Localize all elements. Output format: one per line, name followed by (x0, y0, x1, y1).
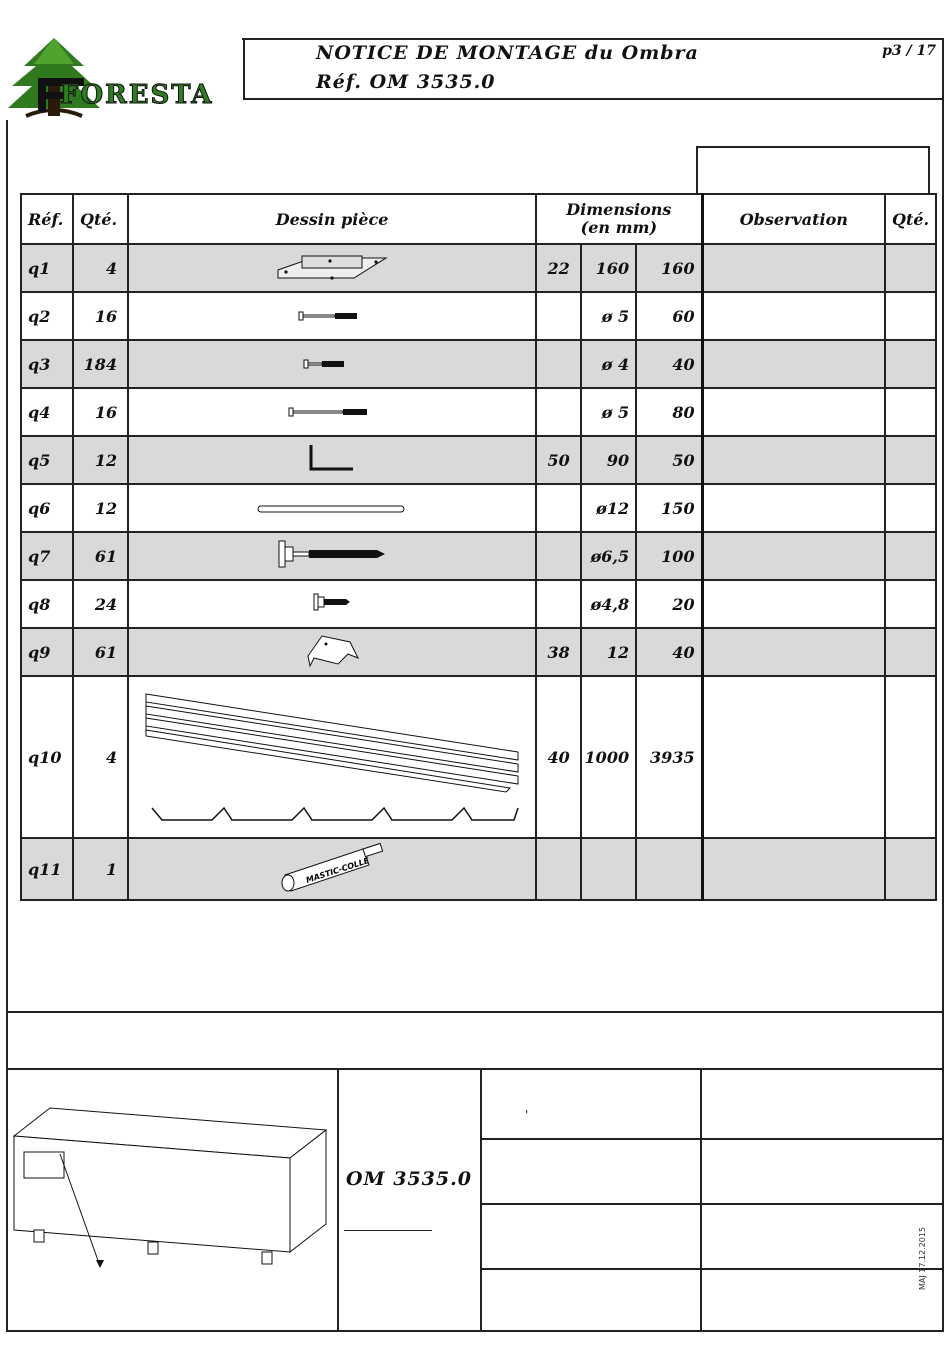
row-ref: q9 (21, 628, 73, 676)
table-row (21, 388, 936, 436)
row-dim1 (536, 340, 581, 388)
table-row (21, 436, 936, 484)
row-ref: q3 (21, 340, 73, 388)
row-dim1: 38 (536, 628, 581, 676)
row-dim1 (536, 580, 581, 628)
brand-name: FORESTA (60, 80, 214, 110)
row-qte: 1 (73, 838, 128, 900)
row-dim1: 50 (536, 436, 581, 484)
row-qte2 (885, 838, 936, 900)
row-ref: q10 (21, 676, 73, 838)
row-qte: 61 (73, 628, 128, 676)
brand-logo (4, 36, 242, 120)
row-dim2: ø12 (581, 484, 636, 532)
table-row (21, 340, 936, 388)
row-dim3 (636, 838, 702, 900)
hex-screw-icon (128, 580, 536, 628)
row-qte2 (885, 532, 936, 580)
row-observation (702, 580, 885, 628)
row-observation (702, 292, 885, 340)
row-observation (702, 484, 885, 532)
footer-reference: OM 3535.0 (346, 1168, 472, 1190)
row-ref: q5 (21, 436, 73, 484)
document-reference: Réf. OM 3535.0 (316, 71, 496, 93)
row-ref: q2 (21, 292, 73, 340)
row-dim1 (536, 532, 581, 580)
row-dim2: ø 4 (581, 340, 636, 388)
row-observation (702, 676, 885, 838)
footer-mark: ' (525, 1108, 529, 1122)
row-ref: q7 (21, 532, 73, 580)
row-dim1: 22 (536, 244, 581, 292)
row-observation (702, 628, 885, 676)
footer-divider-top (6, 1011, 944, 1013)
row-qte2 (885, 292, 936, 340)
row-qte2 (885, 340, 936, 388)
screw-icon (128, 340, 536, 388)
table-row (21, 628, 936, 676)
row-dim1 (536, 838, 581, 900)
row-dim2: 90 (581, 436, 636, 484)
mastic-tube-icon (128, 838, 536, 900)
row-qte: 12 (73, 436, 128, 484)
header-observation: Observation (702, 194, 885, 244)
row-dim3: 40 (636, 340, 702, 388)
revision-date: MAJ 17.12.2015 (918, 1226, 927, 1290)
header-dimensions-line2: (en mm) (580, 218, 658, 237)
row-dim3: 160 (636, 244, 702, 292)
cap-icon (128, 628, 536, 676)
row-dim1 (536, 484, 581, 532)
row-dim1: 40 (536, 676, 581, 838)
dowel-icon (128, 484, 536, 532)
row-observation (702, 436, 885, 484)
row-dim3: 40 (636, 628, 702, 676)
row-qte2 (885, 484, 936, 532)
row-qte: 12 (73, 484, 128, 532)
row-dim3: 50 (636, 436, 702, 484)
table-row (21, 244, 936, 292)
observation-header-box (696, 146, 930, 194)
footer-vline-2 (480, 1068, 482, 1332)
row-observation (702, 532, 885, 580)
table-row (21, 838, 936, 900)
row-qte2 (885, 580, 936, 628)
footer-divider (6, 1068, 944, 1070)
row-dim3: 100 (636, 532, 702, 580)
table-row (21, 292, 936, 340)
mastic-label: MASTIC-COLLE (304, 855, 371, 885)
table-header-row (21, 194, 936, 244)
table-row (21, 532, 936, 580)
row-dim2: ø 5 (581, 292, 636, 340)
row-qte: 24 (73, 580, 128, 628)
row-ref: q1 (21, 244, 73, 292)
row-ref: q8 (21, 580, 73, 628)
table-row (21, 676, 936, 838)
row-observation (702, 388, 885, 436)
row-observation (702, 340, 885, 388)
row-qte: 16 (73, 292, 128, 340)
package-drawing (10, 1100, 330, 1274)
roof-sheet-icon (128, 676, 536, 838)
row-qte2 (885, 244, 936, 292)
row-dim3: 3935 (636, 676, 702, 838)
row-dim2 (581, 838, 636, 900)
header-dimensions-line1: Dimensions (566, 200, 672, 219)
screw-icon (128, 388, 536, 436)
row-dim3: 150 (636, 484, 702, 532)
row-dim2: ø4,8 (581, 580, 636, 628)
table-row (21, 580, 936, 628)
header-qte2: Qté. (885, 194, 936, 244)
plate-icon (128, 244, 536, 292)
header-divider (243, 98, 943, 100)
row-dim3: 60 (636, 292, 702, 340)
row-qte2 (885, 388, 936, 436)
row-qte: 61 (73, 532, 128, 580)
row-qte2 (885, 676, 936, 838)
row-ref: q11 (21, 838, 73, 900)
row-dim2: ø6,5 (581, 532, 636, 580)
row-ref: q4 (21, 388, 73, 436)
page-number: p3 / 17 (882, 43, 936, 59)
row-dim1 (536, 292, 581, 340)
row-dim3: 20 (636, 580, 702, 628)
header-vdivider (243, 38, 245, 100)
angle-bracket-icon (128, 436, 536, 484)
row-qte: 16 (73, 388, 128, 436)
row-qte: 184 (73, 340, 128, 388)
footer-hline-2 (480, 1203, 944, 1205)
header-dessin: Dessin pièce (128, 194, 536, 244)
row-qte: 4 (73, 676, 128, 838)
header-dimensions (536, 194, 702, 244)
header-ref: Réf. (21, 194, 73, 244)
row-qte2 (885, 628, 936, 676)
parts-table (20, 193, 937, 901)
row-dim2: 1000 (581, 676, 636, 838)
row-observation (702, 244, 885, 292)
hex-screw-icon (128, 532, 536, 580)
screw-icon (128, 292, 536, 340)
row-dim2: 160 (581, 244, 636, 292)
row-dim1 (536, 388, 581, 436)
row-dim2: 12 (581, 628, 636, 676)
row-dim3: 80 (636, 388, 702, 436)
row-qte: 4 (73, 244, 128, 292)
document-title: NOTICE DE MONTAGE du Ombra (316, 42, 699, 64)
footer-underline (344, 1230, 432, 1231)
footer-vline-3 (700, 1068, 702, 1332)
row-dim2: ø 5 (581, 388, 636, 436)
header-qte: Qté. (73, 194, 128, 244)
row-observation (702, 838, 885, 900)
footer-hline-3 (480, 1268, 944, 1270)
row-qte2 (885, 436, 936, 484)
table-row (21, 484, 936, 532)
footer-vline-1 (337, 1068, 339, 1332)
footer-hline-1 (480, 1138, 944, 1140)
row-ref: q6 (21, 484, 73, 532)
